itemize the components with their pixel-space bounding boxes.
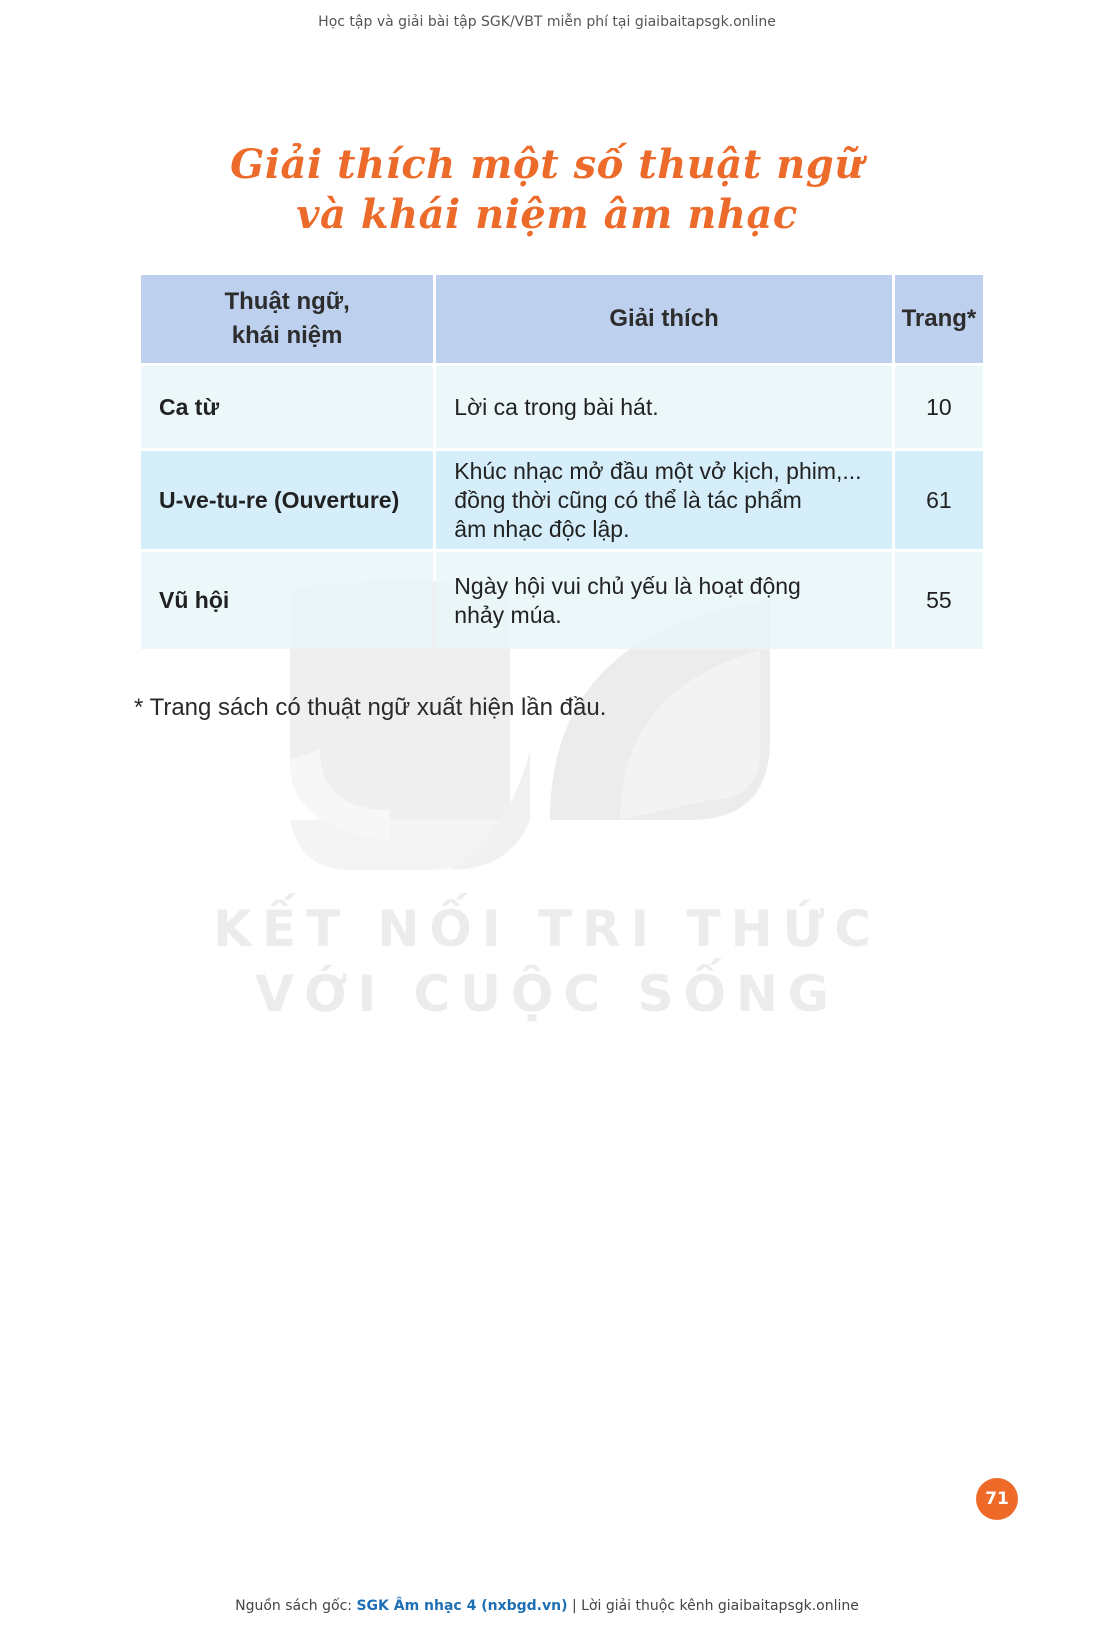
footer (0, 1598, 1094, 1614)
header-note: Học tập và giải bài tập SGK/VBT miễn phí tại giaibaitapsgk.online (318, 14, 776, 30)
footer-prefix: Nguồn sách gốc: (235, 1598, 352, 1614)
page-number-badge: 71 (976, 1478, 1018, 1520)
header-term-line-2: khái niệm (231, 322, 343, 349)
footnote: * Trang sách có thuật ngữ xuất hiện lần đầu. (134, 694, 607, 721)
explanation-cell (436, 451, 892, 549)
header-page: Trang* (895, 275, 983, 363)
term-cell: Vũ hội (141, 552, 433, 649)
footer-source-link[interactable]: SGK Âm nhạc 4 (nxbgd.vn) (356, 1598, 568, 1614)
page-cell: 10 (895, 366, 983, 448)
explanation-line: nhảy múa. (454, 601, 562, 628)
explanation-line: đồng thời cũng có thể là tác phẩm (454, 486, 802, 513)
terms-table (138, 272, 986, 652)
header-term-line-1: Thuật ngữ, (224, 288, 350, 315)
term-cell: Ca từ (141, 366, 433, 448)
header-term (141, 275, 433, 363)
explanation-line: Ngày hội vui chủ yếu là hoạt động (454, 572, 801, 599)
watermark-text-line-1: KẾT NỐI TRI THỨC (213, 900, 881, 958)
term-cell: U-ve-tu-re (Ouverture) (141, 451, 433, 549)
footer-suffix: Lời giải thuộc kênh giaibaitapsgk.online (581, 1598, 859, 1614)
header-explanation: Giải thích (436, 275, 892, 363)
explanation-cell (436, 552, 892, 649)
page-cell: 55 (895, 552, 983, 649)
table-row (141, 552, 983, 649)
explanation-line: âm nhạc độc lập. (454, 515, 630, 542)
explanation-line: Lời ca trong bài hát. (454, 393, 659, 420)
table-row (141, 451, 983, 549)
title-line-2: và khái niệm âm nhạc (296, 191, 798, 238)
title-line-1: Giải thích một số thuật ngữ (230, 141, 864, 188)
page-cell: 61 (895, 451, 983, 549)
table-header-row (141, 275, 983, 363)
explanation-line: Khúc nhạc mở đầu một vở kịch, phim,... (454, 457, 862, 484)
table-row (141, 366, 983, 448)
page-title (0, 140, 1094, 240)
explanation-cell (436, 366, 892, 448)
watermark-text-line-2: VỚI CUỘC SỐNG (255, 965, 839, 1023)
footer-separator: | (571, 1598, 577, 1614)
